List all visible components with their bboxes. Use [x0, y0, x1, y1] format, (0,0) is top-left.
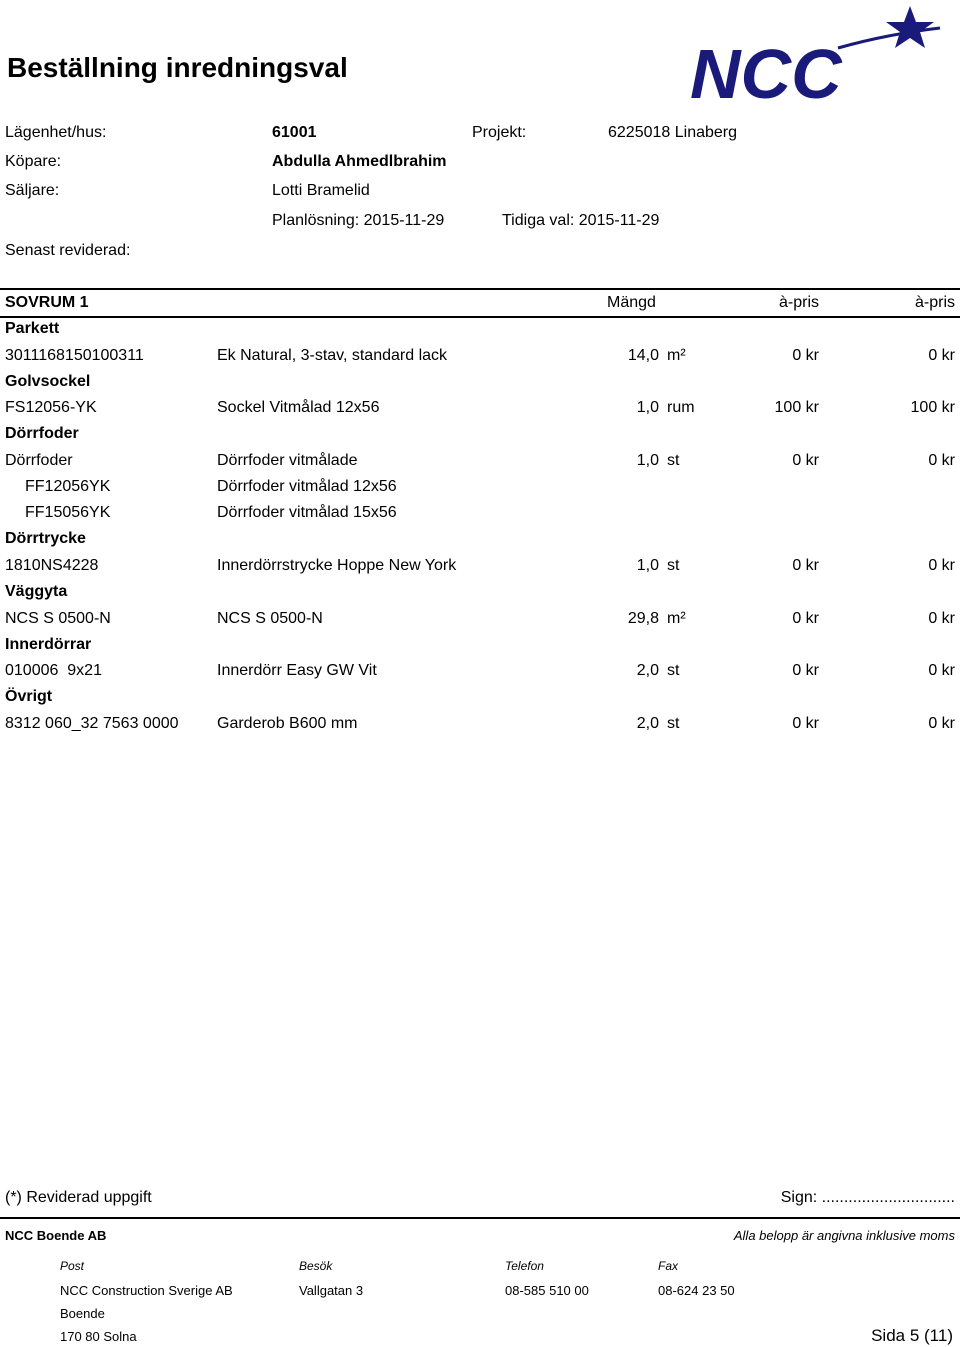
item-desc: Innerdörrstrycke Hoppe New York — [217, 557, 457, 574]
section-heading — [0, 373, 960, 399]
item-unit: rum — [667, 399, 695, 416]
projekt-value: 6225018 Linaberg — [608, 124, 738, 141]
senast-reviderad-label: Senast reviderad: — [5, 242, 131, 259]
footer-rule — [0, 1217, 960, 1219]
item-desc: Innerdörr Easy GW Vit — [217, 662, 377, 679]
besok-label: Besök — [299, 1259, 333, 1273]
table-subrow — [0, 504, 960, 530]
item-code: FF15056YK — [25, 504, 111, 521]
item-qty: 1,0 — [636, 452, 659, 469]
item-code: 3011168150100311 — [5, 347, 144, 364]
planlosning-date: Planlösning: 2015-11-29 — [272, 212, 445, 229]
section-heading — [0, 530, 960, 556]
table-row — [0, 715, 960, 741]
page-title: Beställning inredningsval — [7, 52, 348, 83]
item-qty: 2,0 — [636, 715, 659, 732]
lagenhet-label: Lägenhet/hus: — [5, 124, 107, 141]
item-price: 100 kr — [774, 399, 819, 416]
tidiga-val-date: Tidiga val: 2015-11-29 — [502, 212, 660, 229]
table-row — [0, 452, 960, 478]
post-label: Post — [60, 1259, 85, 1273]
item-qty: 29,8 — [627, 610, 659, 627]
fax-label: Fax — [658, 1259, 679, 1273]
item-code: FS12056-YK — [5, 399, 97, 416]
item-total: 0 kr — [928, 662, 955, 679]
section-heading — [0, 320, 960, 346]
section-heading — [0, 425, 960, 451]
projekt-label: Projekt: — [472, 124, 527, 141]
item-price: 0 kr — [792, 452, 819, 469]
item-total: 0 kr — [928, 452, 955, 469]
page-number: Sida 5 (11) — [871, 1326, 953, 1345]
table-row — [0, 347, 960, 373]
section-ovrigt: Övrigt — [5, 688, 53, 705]
item-code: 8312 060_32 7563 0000 — [5, 715, 179, 732]
col-apris-total: à-pris — [914, 294, 955, 311]
kopare-label: Köpare: — [5, 153, 62, 170]
table-row — [0, 610, 960, 636]
item-desc: Sockel Vitmålad 12x56 — [217, 399, 380, 416]
section-heading — [0, 636, 960, 662]
item-unit: m² — [667, 347, 686, 364]
fax-number: 08-624 23 50 — [658, 1283, 735, 1298]
section-dorrtrycke: Dörrtrycke — [5, 530, 86, 547]
item-price: 0 kr — [792, 662, 819, 679]
reviderad-note: (*) Reviderad uppgift — [5, 1189, 152, 1206]
item-total: 0 kr — [928, 347, 955, 364]
item-code: FF12056YK — [25, 478, 111, 495]
logo-text: NCC — [690, 35, 842, 104]
section-parkett: Parkett — [5, 320, 60, 337]
kopare-value: Abdulla Ahmedlbrahim — [272, 153, 447, 170]
item-desc: Dörrfoder vitmålade — [217, 452, 358, 469]
table-header-rule — [0, 316, 960, 318]
item-unit: st — [667, 662, 680, 679]
saljare-value: Lotti Bramelid — [272, 182, 370, 199]
lagenhet-value: 61001 — [272, 124, 317, 141]
item-code: Dörrfoder — [5, 452, 73, 469]
item-desc: Garderob B600 mm — [217, 715, 358, 732]
col-apris: à-pris — [778, 294, 819, 311]
section-vaggyta: Väggyta — [5, 583, 68, 600]
item-qty: 1,0 — [636, 399, 659, 416]
telefon-label: Telefon — [505, 1259, 544, 1273]
item-qty: 1,0 — [636, 557, 659, 574]
item-code: 1810NS4228 — [5, 557, 99, 574]
item-unit: m² — [667, 610, 686, 627]
room-name: SOVRUM 1 — [5, 294, 89, 311]
col-mangd: Mängd — [607, 294, 656, 311]
item-unit: st — [667, 452, 680, 469]
logo-star-icon — [886, 6, 934, 48]
table-row — [0, 557, 960, 583]
table-subrow — [0, 478, 960, 504]
post-address-line2: Boende — [60, 1306, 105, 1321]
item-unit: st — [667, 715, 680, 732]
item-price: 0 kr — [792, 557, 819, 574]
ncc-logo — [688, 4, 948, 104]
item-total: 100 kr — [910, 399, 955, 416]
item-total: 0 kr — [928, 715, 955, 732]
item-desc: NCS S 0500-N — [217, 610, 323, 627]
item-total: 0 kr — [928, 610, 955, 627]
item-code: NCS S 0500-N — [5, 610, 111, 627]
post-address-line1: NCC Construction Sverige AB — [60, 1283, 233, 1298]
sign-line[interactable]: Sign: .............................. — [780, 1189, 955, 1206]
item-qty: 14,0 — [627, 347, 659, 364]
table-row — [0, 399, 960, 425]
item-price: 0 kr — [792, 715, 819, 732]
telefon-number: 08-585 510 00 — [505, 1283, 589, 1298]
item-desc: Dörrfoder vitmålad 15x56 — [217, 504, 397, 521]
moms-note: Alla belopp är angivna inklusive moms — [733, 1228, 955, 1243]
table-row — [0, 662, 960, 688]
item-unit: st — [667, 557, 680, 574]
saljare-label: Säljare: — [5, 182, 60, 199]
item-desc: Ek Natural, 3-stav, standard lack — [217, 347, 448, 364]
item-price: 0 kr — [792, 347, 819, 364]
item-code: 010006 9x21 — [5, 662, 102, 679]
section-dorrfoder: Dörrfoder — [5, 425, 79, 442]
post-address-line3: 170 80 Solna — [60, 1329, 137, 1344]
item-price: 0 kr — [792, 610, 819, 627]
section-golvsockel: Golvsockel — [5, 373, 91, 390]
besok-address: Vallgatan 3 — [299, 1283, 364, 1298]
item-total: 0 kr — [928, 557, 955, 574]
item-desc: Dörrfoder vitmålad 12x56 — [217, 478, 397, 495]
section-heading — [0, 688, 960, 714]
item-qty: 2,0 — [636, 662, 659, 679]
section-innerdorrar: Innerdörrar — [5, 636, 92, 653]
section-heading — [0, 583, 960, 609]
company-name: NCC Boende AB — [5, 1228, 107, 1243]
table-top-rule — [0, 288, 960, 290]
